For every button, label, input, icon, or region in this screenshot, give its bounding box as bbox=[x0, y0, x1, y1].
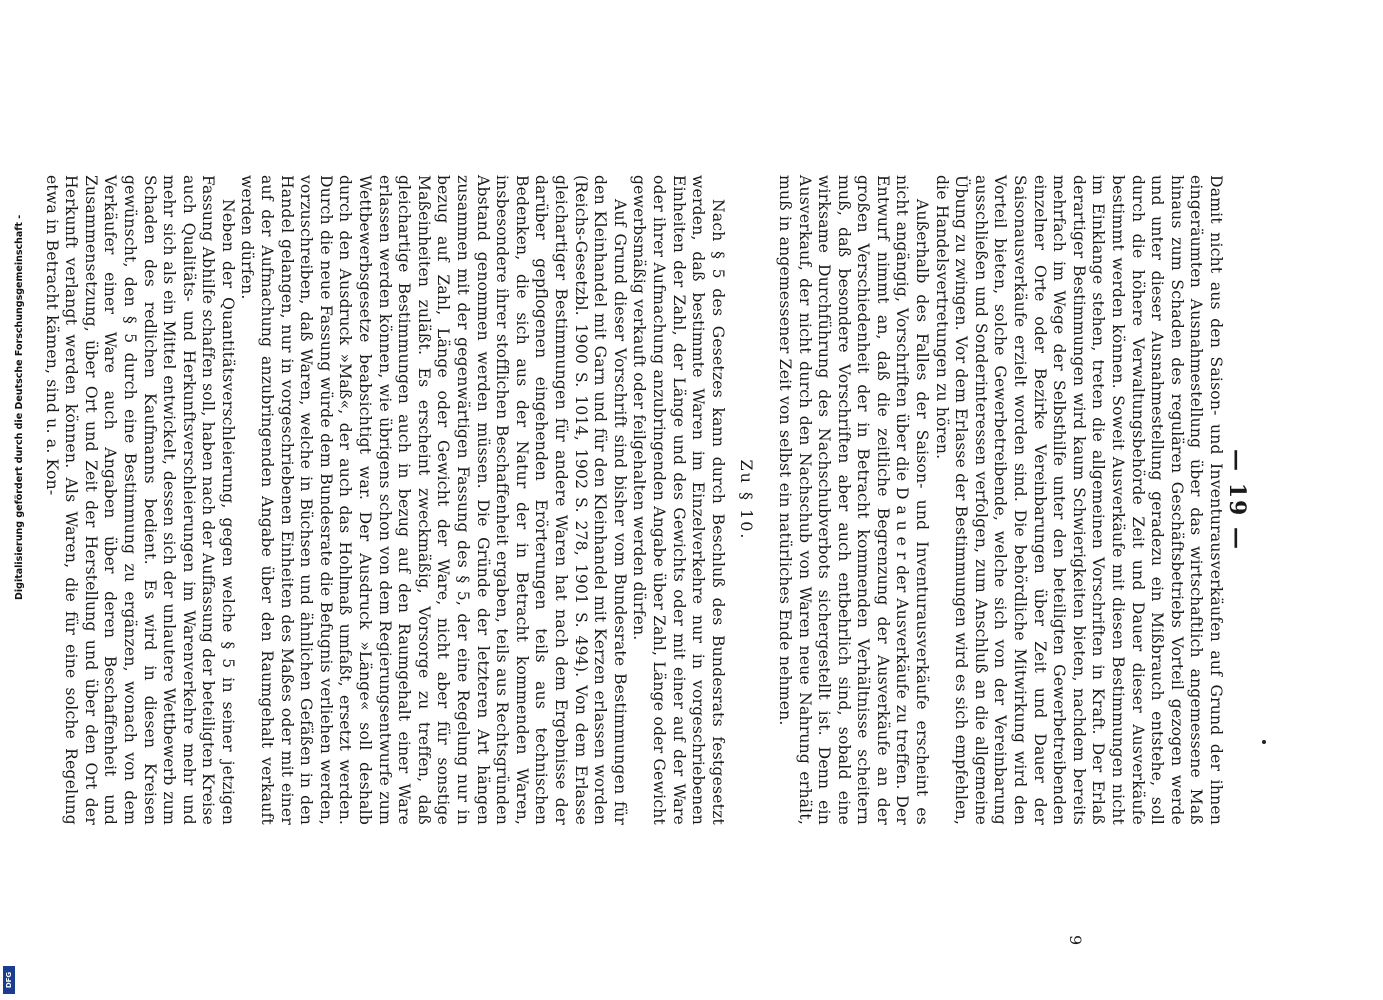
paragraph-dauer-ausverkaeufe: Außerhalb des Falles der Saison- und Inventurausverkäufe erscheint es nicht angängig, Vorschriften über die D a u e r der Ausverkäufe zu treffen. Der Entwurf nimmt an, daß die zeitliche Begrenzung der Ausverkäufe an der großen Verschiedenheit der in Betracht kommenden Verhältnisse scheitern muß, daß besondere Vorschriften aber auch entbehrlich sind, sobald eine wirksame Durchführung des Nachschubverbots sichergestellt ist. Denn ein Ausverkauf, der nicht durch den Nachschub von Waren neue Nahrung erhält, muß in angemessener Zeit von selbst ein natürliches Ende nehmen. bbox=[775, 175, 932, 825]
paragraph-bundesrat-bestimmungen: Auf Grund dieser Vorschrift sind bisher vom Bundesrate Bestimmungen für den Kleinhandel mit Garn und für den Kleinhandel mit Kerzen erlassen worden (Reichs-Gesetzbl. 1900 S. 1014, 1902 S. 278, 1901 S. 494). Von dem Erlasse gleichartiger Bestimmungen für andere Waren hat nach dem Ergebnisse der darüber gepflogenen eingehenden Erörterungen teils aus technischen Bedenken, die sich aus der Natur der in Betracht kommenden Waren, insbesondere ihrer stofflichen Beschaffenheit ergaben, teils aus Rechtsgründen Abstand genommen werden müssen. Die Gründe der letzteren Art hängen zusammen mit der gegenwärtigen Fassung des § 5, der eine Regelung nur in bezug auf Zahl, Länge oder Gewicht der Ware, nicht aber für sonstige Maßeinheiten zuläßt. Es erscheint zweckmäßig, Vorsorge zu treffen, daß gleichartige Bestimmungen auch in bezug auf den Raumgehalt einer Ware erlassen werden können, wie übrigens schon von dem Regierungsentwurfe zum Wettbewerbsgesetze beabsichtigt war. Der Ausdruck »Länge« soll deshalb durch den Ausdruck »Maß«, der auch das Hohlmaß umfaßt, ersetzt werden. Durch die neue Fassung würde dem Bundesrate die Befugnis verliehen werden, vorzuschreiben, daß Waren, welche in Büchsen und ähnlichen Gefäßen in den Handel gelangen, nur in vorgeschriebenen Einheiten des Maßes oder mit einer auf der Aufmachung anzubringenden Angabe über den Raumgehalt verkauft werden dürfen. bbox=[238, 175, 629, 825]
paragraph-paragraph-5: Nach § 5 des Gesetzes kann durch Beschluß des Bundesrats festgesetzt werden, daß bestimmte Waren im Einzelverkehre nur in vorgeschriebenen Einheiten der Zahl, der Länge und des Gewichts oder mit einer auf der Ware oder ihrer Aufmachung anzubringenden Angabe über Zahl, Länge oder Gewicht gewerbsmäßig verkauft oder feilgehalten werden dürfen. bbox=[630, 175, 727, 825]
page-number: — 19 — bbox=[1224, 449, 1250, 551]
section-heading: Zu § 10. bbox=[737, 459, 757, 541]
dfg-logo-text: DFG bbox=[5, 971, 13, 989]
sheet-signature: 9 bbox=[1066, 935, 1085, 946]
digitization-note: Digitalisierung gefördert durch die Deutsche Forschungsgemeinschaft - bbox=[14, 214, 25, 600]
paragraph-saison-ausverkauf: Damit nicht aus den Saison- und Inventurausverkäufen auf Grund der ihnen eingeräumten Ausnahmestellung über das wirtschaftlich angemessene Maß hinaus zum Schaden des regulären Geschäftsbetriebs Vorteil gezogen werde und unter dieser Ausnahmestellung geradezu ein Mißbrauch entstehe, soll durch die höhere Verwaltungsbehörde Zeit und Dauer dieser Ausverkäufe bestimmt werden können. Soweit Ausverkäufe mit diesen Bestimmungen nicht im Einklange stehen, treten die allgemeinen Vorschriften in Kraft. Der Erlaß derartiger Bestimmungen wird kaum Schwierigkeiten bieten, nachdem bereits mehrfach im Wege der Selbsthilfe unter den beteiligten Gewerbetreibenden einzelner Orte oder Bezirke Vereinbarungen über Zeit und Dauer der Saisonausverkäufe erzielt worden sind. Die behördliche Mitwirkung wird den Vorteil bieten, solche Gewerbetreibende, welche sich von der Vereinbarung ausschließen und Sonderinteressen verfolgen, zum Anschluß an die allgemeine Übung zu zwingen. Vor dem Erlasse der Bestimmungen wird es sich empfehlen, die Handelsvertretungen zu hören. bbox=[932, 175, 1225, 825]
dfg-logo bbox=[3, 966, 15, 994]
page-body bbox=[41, 175, 1225, 825]
paragraph-quantitaetsverschleierung: Neben der Quantitätsverschleierung, gegen welche § 5 in seiner jetzigen Fassung Abhilfe schaffen soll, haben nach der Auffassung der beteiligten Kreise auch Qualitäts- und Herkunftsverschleierungen im Warenverkehre mehr und mehr sich als ein Mittel entwickelt, dessen sich der unlautere Wettbewerb zum Schaden des redlichen Kaufmanns bedient. Es wird in diesen Kreisen gewünscht, den § 5 durch eine Bestimmung zu ergänzen, wonach von dem Verkäufer einer Ware auch Angaben über deren Beschaffenheit und Zusammensetzung, über Ort und Zeit der Herstellung und über den Ort der Herkunft verlangt werden können. Als Waren, die für eine solche Regelung etwa in Betracht kämen, sind u. a. Kon- bbox=[42, 175, 237, 825]
ink-dot bbox=[1262, 740, 1266, 744]
